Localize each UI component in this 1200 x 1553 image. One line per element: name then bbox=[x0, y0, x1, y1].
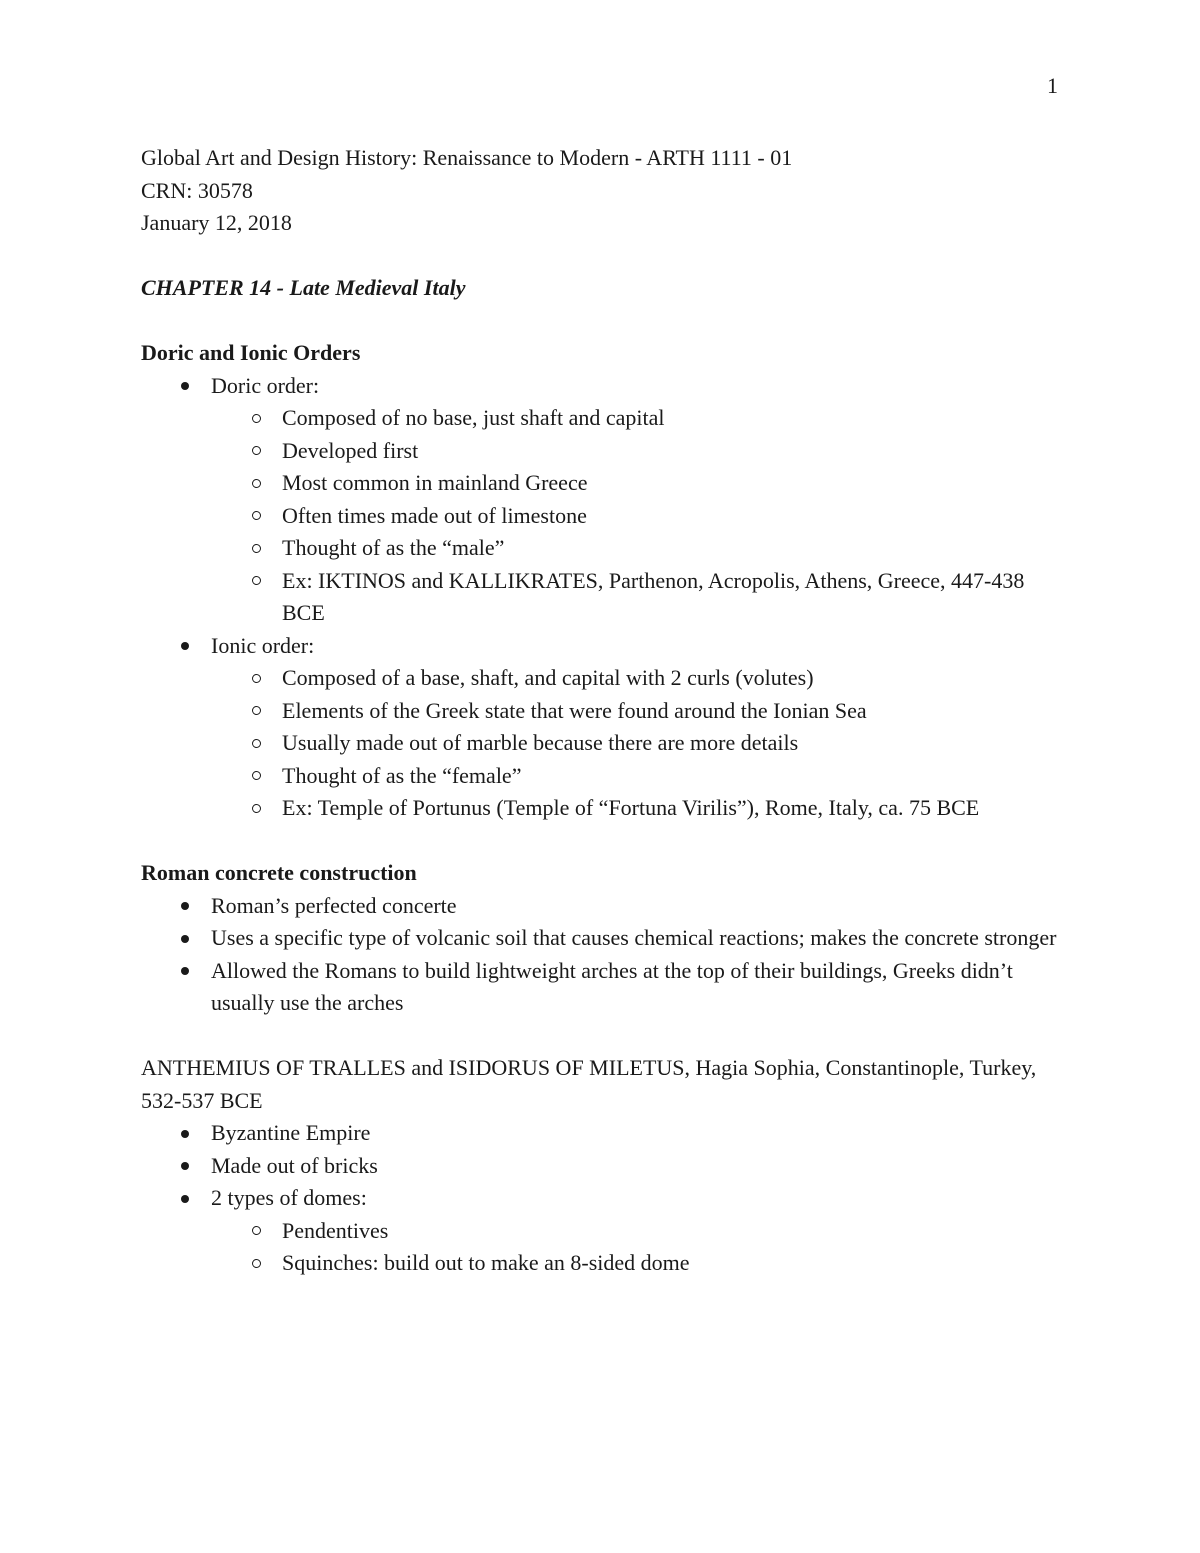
circle-bullet-icon bbox=[252, 446, 261, 455]
list-item: Uses a specific type of volcanic soil that causes chemical reactions; makes the concrete stronger bbox=[141, 922, 1061, 955]
circle-bullet-icon bbox=[252, 1226, 261, 1235]
course-title: Global Art and Design History: Renaissance to Modern - ARTH 1111 - 01 bbox=[141, 145, 793, 170]
bullet-icon bbox=[181, 1130, 189, 1138]
circle-bullet-icon bbox=[252, 479, 261, 488]
document-body bbox=[141, 142, 1061, 1280]
circle-bullet-icon bbox=[252, 576, 261, 585]
bullet-icon bbox=[181, 1195, 189, 1203]
bullet-icon bbox=[181, 967, 189, 975]
bullet-icon bbox=[181, 642, 189, 650]
concrete-list bbox=[141, 890, 1061, 1020]
list-item: Composed of a base, shaft, and capital with 2 curls (volutes) bbox=[141, 662, 1061, 695]
circle-bullet-icon bbox=[252, 706, 261, 715]
circle-bullet-icon bbox=[252, 674, 261, 683]
list-item-doric: Doric order: bbox=[141, 370, 1061, 403]
orders-list bbox=[141, 370, 1061, 825]
list-item: Ex: Temple of Portunus (Temple of “Fortuna Virilis”), Rome, Italy, ca. 75 BCE bbox=[141, 792, 1061, 825]
bullet-icon bbox=[181, 1162, 189, 1170]
list-item: Allowed the Romans to build lightweight arches at the top of their buildings, Greeks didn’t usually use the arches bbox=[141, 955, 1061, 1020]
page-number: 1 bbox=[1047, 73, 1058, 98]
list-item: Composed of no base, just shaft and capital bbox=[141, 402, 1061, 435]
section-heading-concrete: Roman concrete construction bbox=[141, 860, 417, 885]
list-item: Most common in mainland Greece bbox=[141, 467, 1061, 500]
list-item: 2 types of domes: bbox=[141, 1182, 1061, 1215]
bullet-icon bbox=[181, 382, 189, 390]
circle-bullet-icon bbox=[252, 414, 261, 423]
circle-bullet-icon bbox=[252, 739, 261, 748]
section-heading-orders: Doric and Ionic Orders bbox=[141, 340, 361, 365]
list-item: Developed first bbox=[141, 435, 1061, 468]
crn-line: CRN: 30578 bbox=[141, 177, 253, 203]
circle-bullet-icon bbox=[252, 511, 261, 520]
circle-bullet-icon bbox=[252, 804, 261, 813]
circle-bullet-icon bbox=[252, 771, 261, 780]
list-item: Often times made out of limestone bbox=[141, 500, 1061, 533]
circle-bullet-icon bbox=[252, 1259, 261, 1268]
date-line: January 12, 2018 bbox=[141, 210, 292, 235]
list-item-ionic: Ionic order: bbox=[141, 630, 1061, 663]
circle-bullet-icon bbox=[252, 544, 261, 553]
chapter-title: CHAPTER 14 - Late Medieval Italy bbox=[141, 275, 466, 300]
list-item: Thought of as the “female” bbox=[141, 760, 1061, 793]
hagia-sophia-list bbox=[141, 1117, 1061, 1280]
list-item: Pendentives bbox=[141, 1215, 1061, 1248]
bullet-icon bbox=[181, 935, 189, 943]
list-item: Elements of the Greek state that were found around the Ionian Sea bbox=[141, 695, 1061, 728]
list-item: Thought of as the “male” bbox=[141, 532, 1061, 565]
list-item: Ex: IKTINOS and KALLIKRATES, Parthenon, Acropolis, Athens, Greece, 447-438 BCE bbox=[141, 565, 1061, 630]
list-item: Made out of bricks bbox=[141, 1150, 1061, 1183]
bullet-icon bbox=[181, 902, 189, 910]
list-item: Usually made out of marble because there are more details bbox=[141, 727, 1061, 760]
hagia-sophia-title: ANTHEMIUS OF TRALLES and ISIDORUS OF MILETUS, Hagia Sophia, Constantinople, Turkey, 532-537 BCE bbox=[141, 1055, 1037, 1113]
list-item: Roman’s perfected concerte bbox=[141, 890, 1061, 923]
list-item: Byzantine Empire bbox=[141, 1117, 1061, 1150]
list-item: Squinches: build out to make an 8-sided dome bbox=[141, 1247, 1061, 1280]
